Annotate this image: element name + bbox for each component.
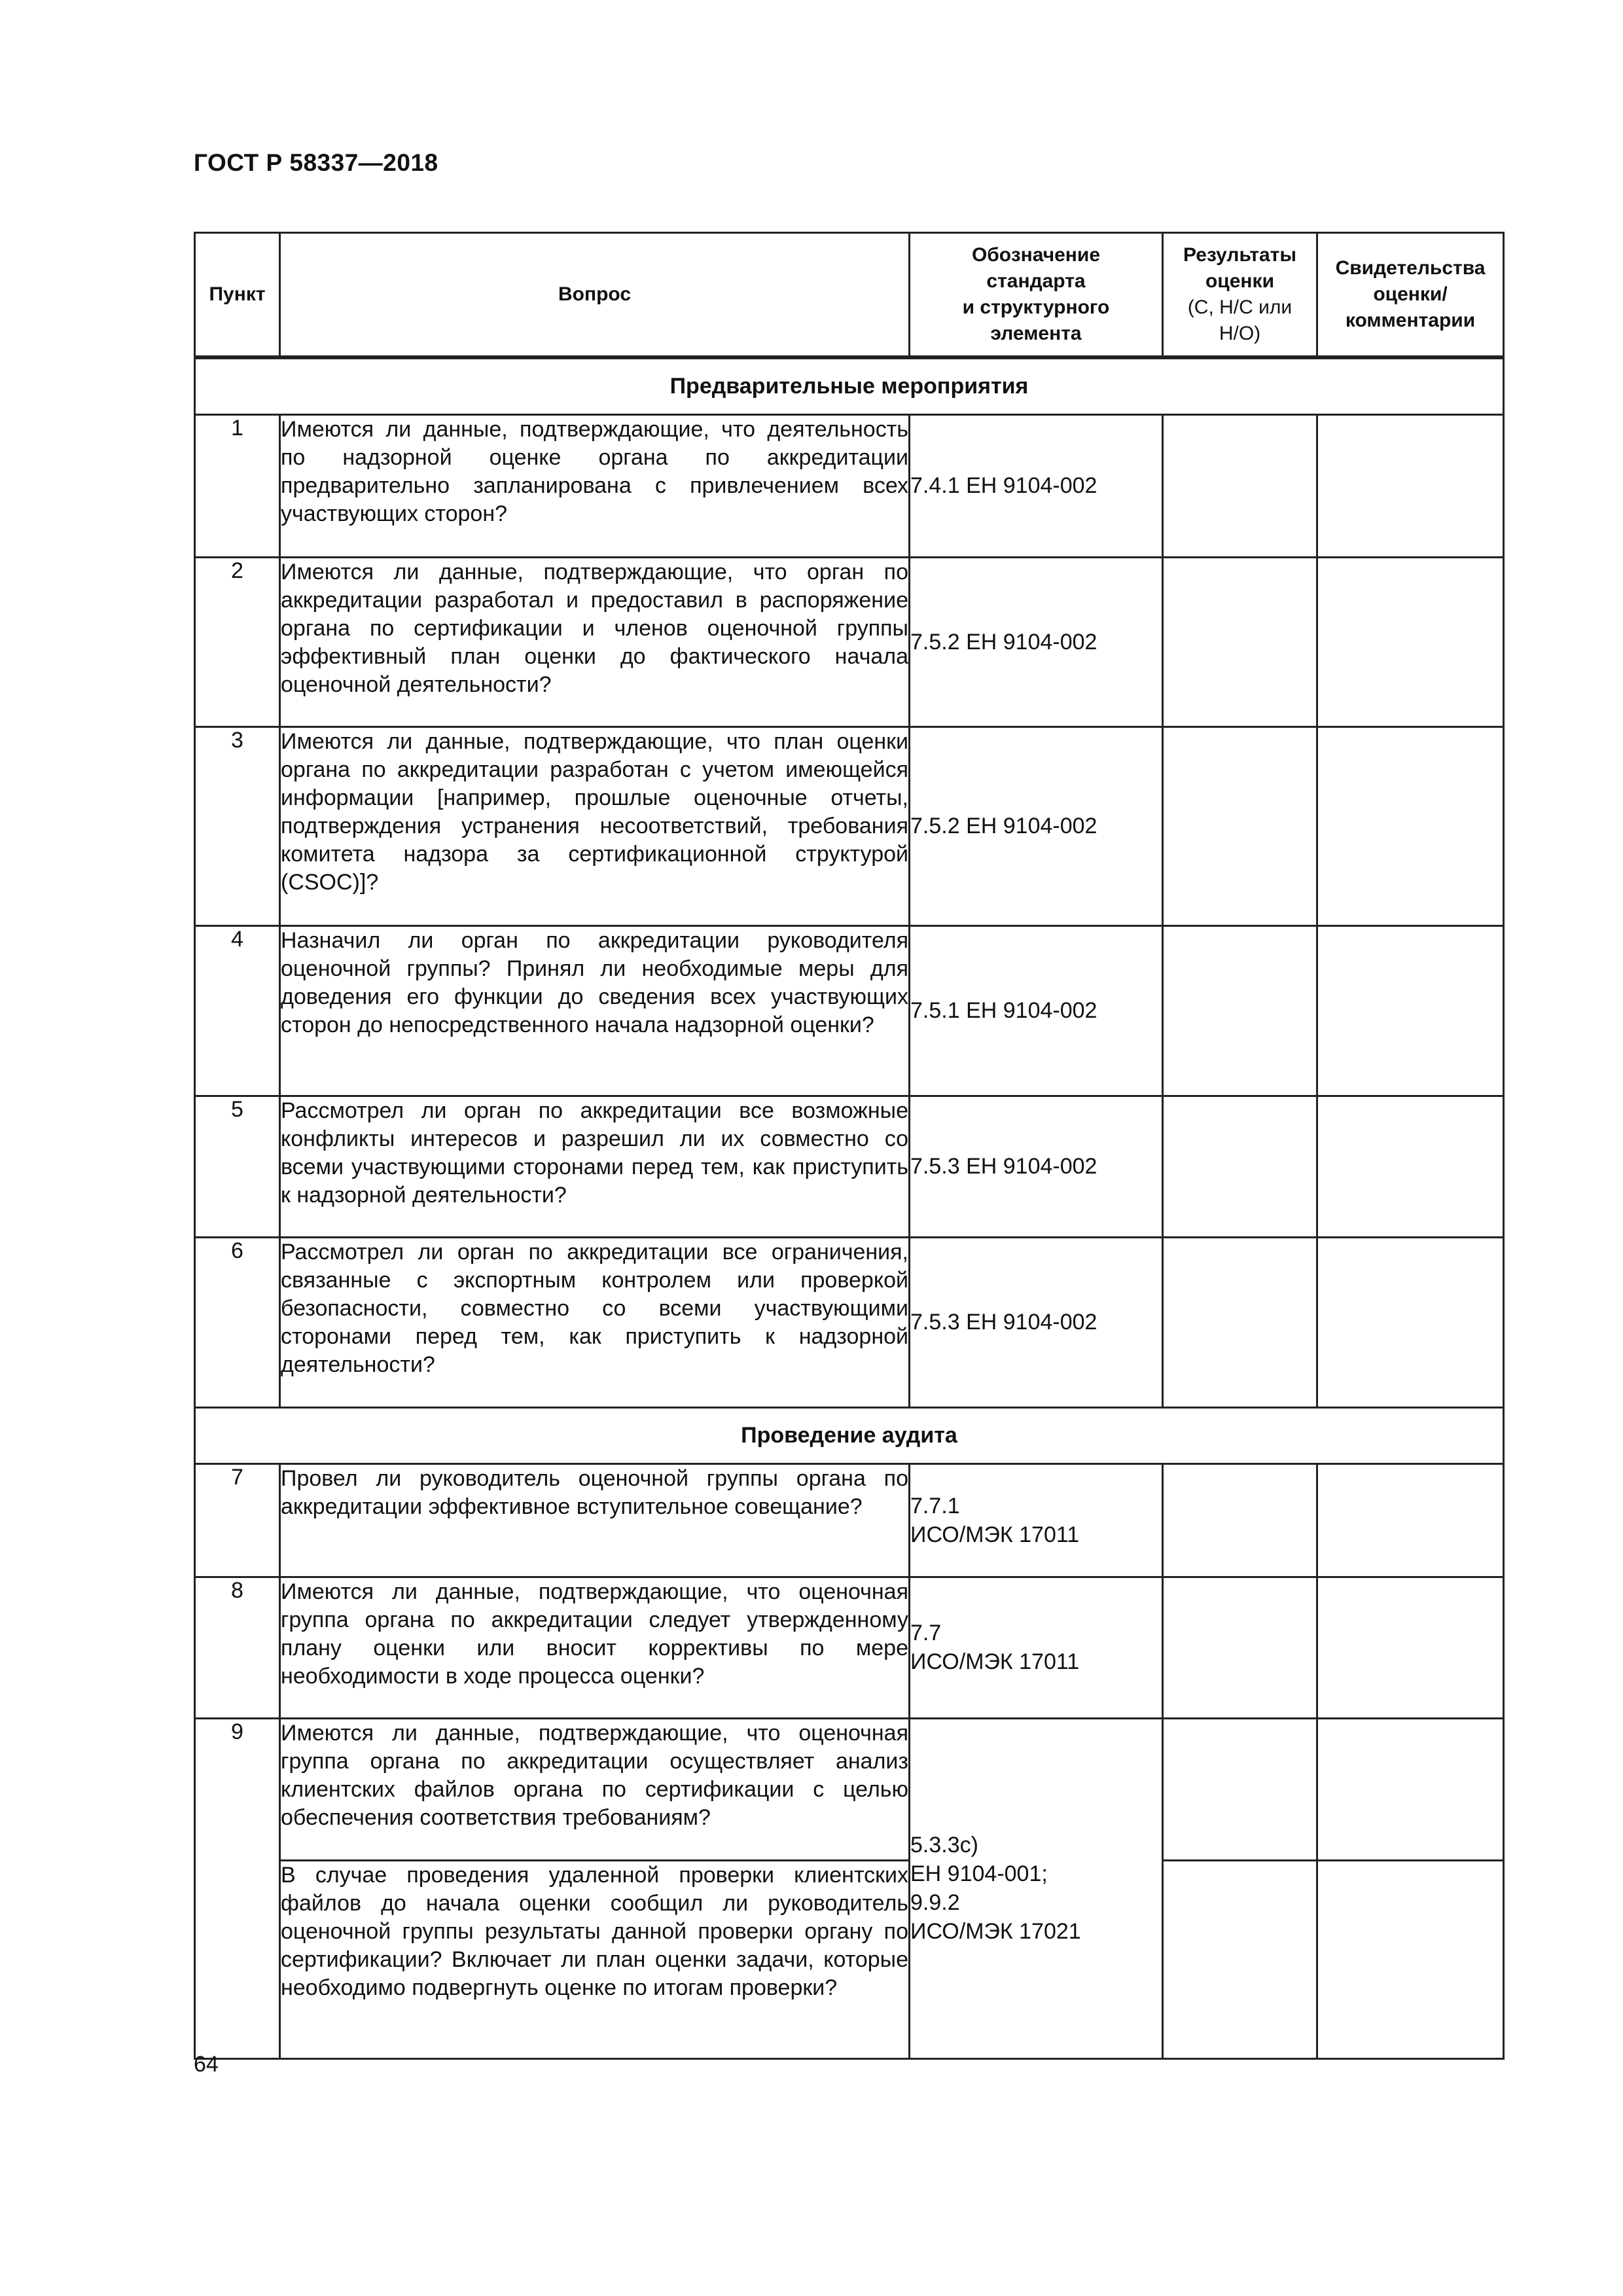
table-row bbox=[195, 726, 1504, 925]
section-row-audit bbox=[195, 1407, 1504, 1463]
table-row bbox=[195, 1860, 1504, 2058]
reference-line: ЕН 9104-001; bbox=[910, 1861, 1048, 1886]
col-evidence-header bbox=[1317, 233, 1504, 357]
document-title: ГОСТ Р 58337—2018 bbox=[194, 149, 438, 176]
header-line: (С, Н/С или bbox=[1187, 296, 1293, 318]
result-cell bbox=[1163, 557, 1317, 726]
col-item-header: Пункт bbox=[195, 233, 280, 357]
question-text: Имеются ли данные, подтверждающие, что деятельность по надзорной оценке органа по аккредитации предварительно запланирована с привлечением всех участвующих сторон? bbox=[280, 414, 910, 557]
item-number: 3 bbox=[195, 726, 280, 925]
evidence-cell bbox=[1317, 726, 1504, 925]
item-number: 9 bbox=[195, 1718, 280, 2058]
result-cell bbox=[1163, 726, 1317, 925]
standard-reference bbox=[910, 1577, 1163, 1718]
standard-reference: 7.5.2 ЕН 9104-002 bbox=[910, 557, 1163, 726]
item-number: 4 bbox=[195, 925, 280, 1096]
question-text: Имеются ли данные, подтверждающие, что оценочная группа органа по аккредитации осуществляет анализ клиентских файлов органа по сертификации с целью обеспечения соответствия требованиям? bbox=[280, 1718, 910, 1860]
result-cell bbox=[1163, 1718, 1317, 1860]
question-text: Назначил ли орган по аккредитации руководителя оценочной группы? Принял ли необходимые меры для доведения его функции до сведения всех участвующих сторон до непосредственного начала надзорной оценки? bbox=[280, 925, 910, 1096]
standard-reference: 7.5.2 ЕН 9104-002 bbox=[910, 726, 1163, 925]
evidence-cell bbox=[1317, 557, 1504, 726]
reference-line: ИСО/МЭК 17021 bbox=[910, 1919, 1081, 1944]
section-title: Проведение аудита bbox=[195, 1407, 1504, 1463]
result-cell bbox=[1163, 414, 1317, 557]
header-line: Обозначение bbox=[971, 243, 1101, 266]
evidence-cell bbox=[1317, 925, 1504, 1096]
header-line: оценки/ bbox=[1373, 283, 1448, 305]
question-text: В случае проведения удаленной проверки клиентских файлов до начала оценки сообщил ли руководитель оценочной группы результаты данной проверки органу по сертификации? Включает ли план оценки задачи, которые необходимо подвергнуть оценке по итогам проверки? bbox=[280, 1860, 910, 2058]
section-row-preliminary bbox=[195, 357, 1504, 415]
header-line: Свидетельства bbox=[1335, 257, 1486, 279]
item-number: 1 bbox=[195, 414, 280, 557]
item-number: 8 bbox=[195, 1577, 280, 1718]
standard-reference bbox=[910, 1463, 1163, 1577]
header-line: элемента bbox=[990, 322, 1082, 344]
table-row bbox=[195, 557, 1504, 726]
table-row bbox=[195, 414, 1504, 557]
table-row bbox=[195, 1096, 1504, 1237]
header-line: и структурного bbox=[962, 296, 1110, 318]
standard-reference: 7.5.3 ЕН 9104-002 bbox=[910, 1096, 1163, 1237]
question-text: Рассмотрел ли орган по аккредитации все возможные конфликты интересов и разрешил ли их совместно со всеми участвующими сторонами перед тем, как приступить к надзорной деятельности? bbox=[280, 1096, 910, 1237]
result-cell bbox=[1163, 1463, 1317, 1577]
reference-line: 9.9.2 bbox=[910, 1890, 960, 1915]
header-line: стандарта bbox=[986, 270, 1086, 292]
section-title: Предварительные мероприятия bbox=[195, 357, 1504, 415]
reference-line: ИСО/МЭК 17011 bbox=[910, 1522, 1080, 1547]
table-row bbox=[195, 1237, 1504, 1407]
question-text: Имеются ли данные, подтверждающие, что план оценки органа по аккредитации разработан с учетом имеющейся информации [например, прошлые оценочные отчеты, подтверждения устранения несоответствий, требования комитета надзора за сертификационной структурой (CSOC)]? bbox=[280, 726, 910, 925]
col-question-header: Вопрос bbox=[280, 233, 910, 357]
standard-reference: 7.4.1 ЕН 9104-002 bbox=[910, 414, 1163, 557]
page-number: 64 bbox=[194, 2052, 219, 2077]
item-number: 6 bbox=[195, 1237, 280, 1407]
question-text: Провел ли руководитель оценочной группы органа по аккредитации эффективное вступительное совещание? bbox=[280, 1463, 910, 1577]
evidence-cell bbox=[1317, 1860, 1504, 2058]
reference-line: 7.7.1 bbox=[910, 1493, 960, 1518]
header-line: комментарии bbox=[1345, 309, 1476, 331]
header-line: Н/О) bbox=[1219, 322, 1261, 344]
table-header-row bbox=[195, 233, 1504, 357]
header-line: оценки bbox=[1205, 270, 1275, 292]
item-number: 2 bbox=[195, 557, 280, 726]
result-cell bbox=[1163, 1096, 1317, 1237]
table-row bbox=[195, 1577, 1504, 1718]
result-cell bbox=[1163, 1577, 1317, 1718]
table-row bbox=[195, 1718, 1504, 1860]
item-number: 7 bbox=[195, 1463, 280, 1577]
table-row bbox=[195, 1463, 1504, 1577]
standard-reference bbox=[910, 1718, 1163, 2058]
assessment-table bbox=[194, 232, 1505, 2060]
question-text: Рассмотрел ли орган по аккредитации все ограничения, связанные с экспортным контролем или проверкой безопасности, совместно со всеми участвующими сторонами перед тем, как приступить к надзорной деятельности? bbox=[280, 1237, 910, 1407]
reference-line: 7.7 bbox=[910, 1621, 942, 1645]
result-cell bbox=[1163, 1860, 1317, 2058]
reference-line: ИСО/МЭК 17011 bbox=[910, 1649, 1080, 1674]
table-row bbox=[195, 925, 1504, 1096]
standard-reference: 7.5.1 ЕН 9104-002 bbox=[910, 925, 1163, 1096]
evidence-cell bbox=[1317, 1463, 1504, 1577]
standard-reference: 7.5.3 ЕН 9104-002 bbox=[910, 1237, 1163, 1407]
evidence-cell bbox=[1317, 1718, 1504, 1860]
col-results-header bbox=[1163, 233, 1317, 357]
evidence-cell bbox=[1317, 1096, 1504, 1237]
result-cell bbox=[1163, 1237, 1317, 1407]
question-text: Имеются ли данные, подтверждающие, что оценочная группа органа по аккредитации следует утвержденному плану оценки или вносит коррективы по мере необходимости в ходе процесса оценки? bbox=[280, 1577, 910, 1718]
evidence-cell bbox=[1317, 1577, 1504, 1718]
header-line: Результаты bbox=[1183, 243, 1296, 266]
question-text: Имеются ли данные, подтверждающие, что орган по аккредитации разработал и предоставил в распоряжение органа по сертификации и членов оценочной группы эффективный план оценки до фактического начала оценочной деятельности? bbox=[280, 557, 910, 726]
col-standard-header bbox=[910, 233, 1163, 357]
evidence-cell bbox=[1317, 1237, 1504, 1407]
evidence-cell bbox=[1317, 414, 1504, 557]
item-number: 5 bbox=[195, 1096, 280, 1237]
reference-line: 5.3.3c) bbox=[910, 1833, 978, 1857]
result-cell bbox=[1163, 925, 1317, 1096]
